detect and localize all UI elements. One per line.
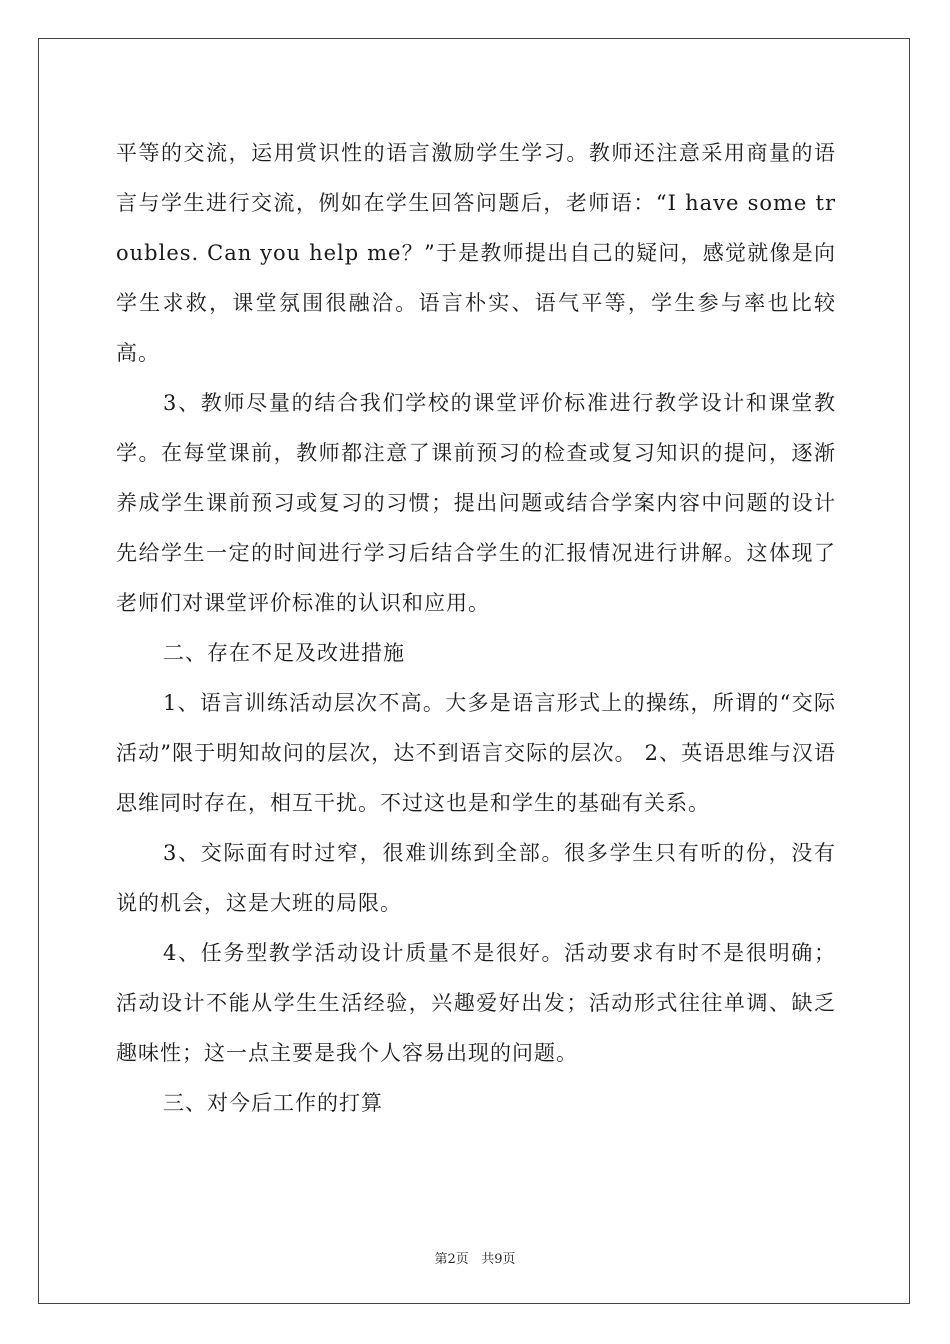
section-heading: 三、对今后工作的打算 — [163, 1091, 383, 1115]
paragraph: 4、任务型教学活动设计质量不是很好。活动要求有时不是很明确；活动设计不能从学生生活经验，兴趣爱好出发；活动形式往往单调、缺乏趣味性；这一点主要是我个人容易出现的问题。 — [116, 941, 836, 1065]
page-total: 共9页 — [481, 1252, 516, 1267]
document-body — [116, 128, 836, 1128]
paragraph: 3、交际面有时过窄，很难训练到全部。很多学生只有听的份，没有说的机会，这是大班的局限。 — [116, 841, 836, 915]
paragraph: 1、语言训练活动层次不高。大多是语言形式上的操练，所谓的“交际活动”限于明知故问的层次，达不到语言交际的层次。 2、英语思维与汉语思维同时存在，相互干扰。不过这也是和学生的基础有关系。 — [116, 691, 836, 815]
paragraph: 平等的交流，运用赏识性的语言激励学生学习。教师还注意采用商量的语言与学生进行交流，例如在学生回答问题后，老师语：“I have some troubles. Can you help me？”于是教师提出自己的疑问，感觉就像是向学生求救，课堂氛围很融洽。语言朴实、语气平等，学生参与率也比较高。 — [116, 141, 836, 365]
paragraph: 3、教师尽量的结合我们学校的课堂评价标准进行教学设计和课堂教学。在每堂课前，教师都注意了课前预习的检查或复习知识的提问，逐渐养成学生课前预习或复习的习惯；提出问题或结合学案内容中问题的设计先给学生一定的时间进行学习后结合学生的汇报情况进行讲解。这体现了老师们对课堂评价标准的认识和应用。 — [116, 391, 836, 615]
section-heading: 二、存在不足及改进措施 — [163, 641, 405, 665]
page-footer — [0, 1248, 950, 1267]
page-number: 第2页 — [434, 1252, 469, 1267]
